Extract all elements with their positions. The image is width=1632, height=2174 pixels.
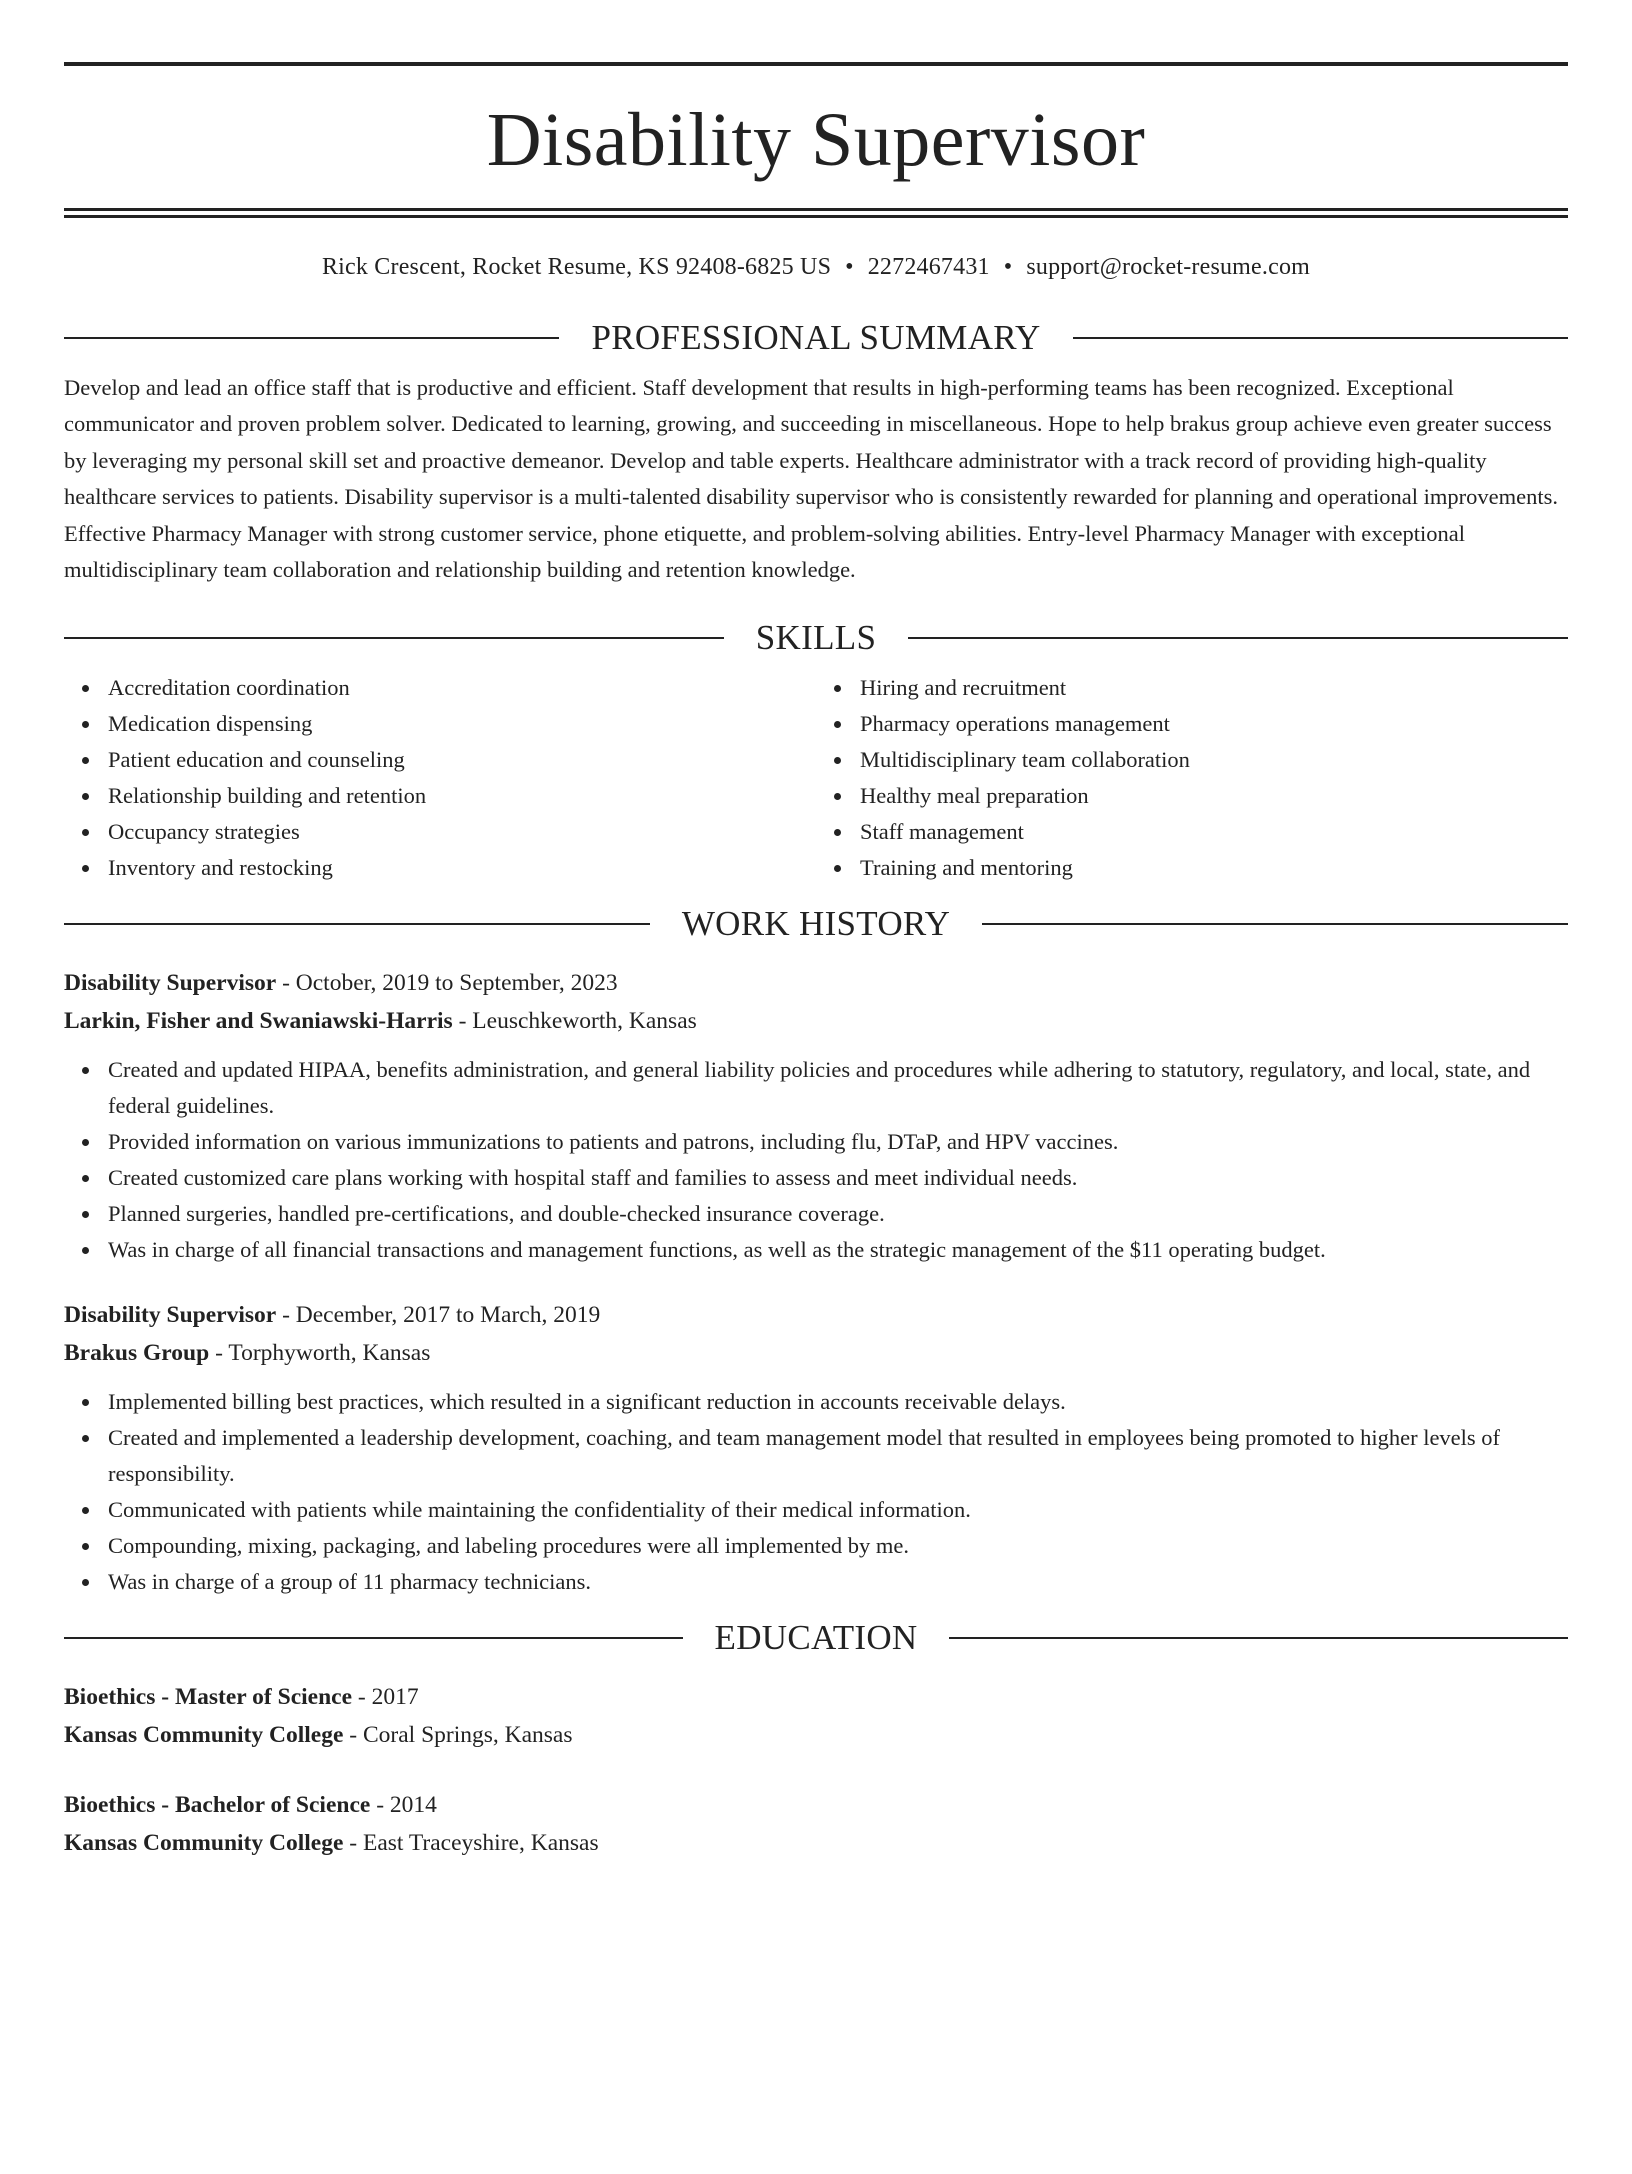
separator-dot: •: [1003, 254, 1013, 280]
education-entry: [64, 1786, 1568, 1862]
skill-item: Inventory and restocking: [108, 850, 816, 886]
job-bullet: Created and updated HIPAA, benefits administration, and general liability policies and procedures while adhering to statutory, regulatory, and local, state, and federal guidelines.: [108, 1052, 1568, 1124]
skill-item: Medication dispensing: [108, 706, 816, 742]
contact-address: Rick Crescent, Rocket Resume, KS 92408-6825 US: [321, 254, 832, 280]
top-rule: [64, 62, 1568, 66]
skill-item: Healthy meal preparation: [860, 778, 1568, 814]
dash: -: [370, 1792, 390, 1819]
skill-item: Relationship building and retention: [108, 778, 816, 814]
edu-year: 2014: [389, 1792, 437, 1819]
skills-title: SKILLS: [755, 618, 877, 658]
job-bullet: Created and implemented a leadership development, coaching, and team management model that resulted in employees being promoted to higher levels of responsibility.: [108, 1420, 1568, 1492]
job-role-line: [64, 1296, 1568, 1334]
work-heading: [64, 904, 1568, 944]
resume-name: Disability Supervisor: [486, 98, 1146, 182]
heading-rule-left: [64, 923, 650, 925]
summary-title: PROFESSIONAL SUMMARY: [591, 318, 1041, 357]
job-bullet: Provided information on various immunizations to patients and patrons, including flu, DTaP, and HPV vaccines.: [108, 1124, 1568, 1160]
edu-degree: Bioethics - Bachelor of Science: [64, 1792, 371, 1819]
dash: -: [343, 1722, 363, 1749]
job-bullet: Was in charge of all financial transactions and management functions, as well as the strategic management of the $11 operating budget.: [108, 1232, 1568, 1268]
heading-rule-right: [949, 1637, 1568, 1639]
dash: -: [276, 970, 296, 997]
job-bullet: Communicated with patients while maintaining the confidentiality of their medical information.: [108, 1492, 1568, 1528]
separator-dot: •: [845, 254, 854, 280]
job-role: Disability Supervisor: [64, 970, 277, 997]
job-company-line: [64, 1002, 1568, 1040]
dash: -: [343, 1830, 363, 1857]
summary-heading: [64, 318, 1568, 358]
job-dates: October, 2019 to September, 2023: [295, 970, 618, 997]
skill-item: Pharmacy operations management: [860, 706, 1568, 742]
skill-item: Hiring and recruitment: [860, 670, 1568, 706]
skill-item: Patient education and counseling: [108, 742, 816, 778]
contact-email: support@rocket-resume.com: [1026, 254, 1311, 280]
job-bullet: Compounding, mixing, packaging, and labeling procedures were all implemented by me.: [108, 1528, 1568, 1564]
heading-rule-right: [1073, 337, 1568, 339]
skill-item: Training and mentoring: [860, 850, 1568, 886]
job-company-line: [64, 1334, 1568, 1372]
contact-line: [64, 252, 1568, 282]
skill-item: Accreditation coordination: [108, 670, 816, 706]
skills-heading: [64, 618, 1568, 658]
education-title: EDUCATION: [714, 1618, 918, 1658]
edu-school: Kansas Community College: [64, 1830, 344, 1857]
job-bullet: Was in charge of a group of 11 pharmacy technicians.: [108, 1564, 1568, 1600]
heading-rule-right: [908, 637, 1568, 639]
edu-year: 2017: [371, 1684, 419, 1711]
work-title: WORK HISTORY: [681, 904, 951, 944]
education-heading: [64, 1618, 1568, 1658]
job-entry: [64, 1296, 1568, 1600]
job-role-line: [64, 964, 1568, 1002]
heading-rule-right: [982, 923, 1568, 925]
job-bullet: Planned surgeries, handled pre-certifications, and double-checked insurance coverage.: [108, 1196, 1568, 1232]
resume-page: [0, 62, 1632, 2174]
job-bullets: [64, 1384, 1568, 1600]
edu-degree: Bioethics - Master of Science: [64, 1684, 353, 1711]
edu-school-line: [64, 1716, 1568, 1754]
edu-degree-line: [64, 1786, 1568, 1824]
heading-rule-left: [64, 337, 559, 339]
job-dates: December, 2017 to March, 2019: [295, 1302, 601, 1329]
job-bullet: Created customized care plans working with hospital staff and families to assess and meet individual needs.: [108, 1160, 1568, 1196]
heading-rule-left: [64, 1637, 683, 1639]
job-bullets: [64, 1052, 1568, 1268]
skill-item: Staff management: [860, 814, 1568, 850]
edu-school: Kansas Community College: [64, 1722, 344, 1749]
edu-degree-line: [64, 1678, 1568, 1716]
summary-text: Develop and lead an office staff that is productive and efficient. Staff development that results in high-performing teams has been recognized. Exceptional communicator and proven problem solver. Dedicated to learning, growing, and succeeding in miscellaneous. Hope to help brakus group achieve even greater success by leveraging my personal skill set and proactive demeanor. Develop and table experts. Healthcare administrator with a track record of providing high-quality healthcare services to patients. Disability supervisor is a multi-talented disability supervisor who is consistently rewarded for planning and operational improvements. Effective Pharmacy Manager with strong customer service, phone etiquette, and problem-solving abilities. Entry-level Pharmacy Manager with exceptional multidisciplinary team collaboration and relationship building and retention knowledge.: [64, 375, 1559, 583]
dash: -: [452, 1008, 473, 1035]
edu-location: Coral Springs, Kansas: [362, 1722, 573, 1749]
skill-item: Occupancy strategies: [108, 814, 816, 850]
job-company: Larkin, Fisher and Swaniawski-Harris: [64, 1008, 453, 1035]
job-bullet: Implemented billing best practices, which resulted in a significant reduction in accounts receivable delays.: [108, 1384, 1568, 1420]
dash: -: [352, 1684, 372, 1711]
job-entry: [64, 964, 1568, 1268]
job-role: Disability Supervisor: [64, 1302, 277, 1329]
dash: -: [209, 1340, 229, 1367]
job-company: Brakus Group: [64, 1340, 210, 1367]
skill-item: Multidisciplinary team collaboration: [860, 742, 1568, 778]
job-location: Leuschkeworth, Kansas: [472, 1008, 697, 1035]
education-entry: [64, 1678, 1568, 1754]
skills-list-right: [816, 670, 1568, 886]
double-rule: [64, 208, 1568, 218]
heading-rule-left: [64, 637, 724, 639]
contact-phone: 2272467431: [867, 254, 990, 280]
dash: -: [276, 1302, 296, 1329]
edu-school-line: [64, 1824, 1568, 1862]
job-location: Torphyworth, Kansas: [228, 1340, 431, 1367]
edu-location: East Traceyshire, Kansas: [362, 1830, 599, 1857]
skills-columns: [64, 670, 1568, 886]
skills-list-left: [64, 670, 816, 886]
